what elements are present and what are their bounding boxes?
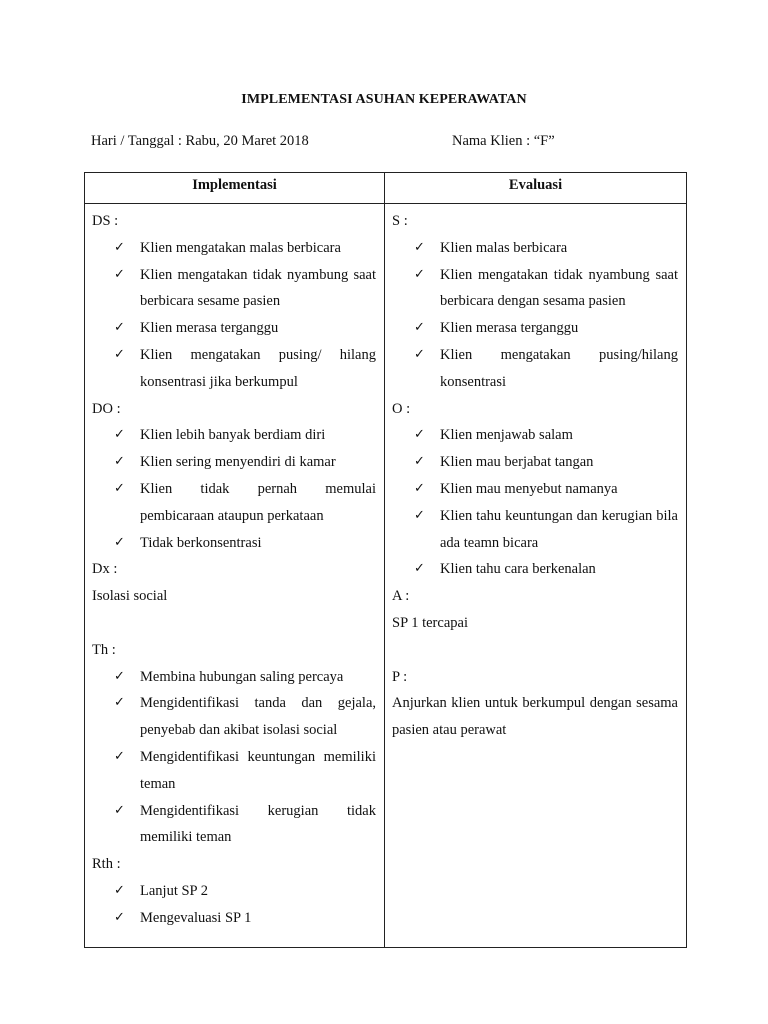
date-field: Hari / Tanggal : Rabu, 20 Maret 2018 — [91, 133, 309, 149]
o-list — [392, 422, 678, 583]
check-mark-icon: ✓ — [114, 454, 125, 470]
list-item — [392, 556, 678, 583]
check-mark-icon: ✓ — [114, 346, 125, 362]
list-item — [392, 315, 678, 342]
check-mark-icon: ✓ — [414, 427, 425, 443]
document-title: IMPLEMENTASI ASUHAN KEPERAWATAN — [241, 92, 527, 107]
list-item-text: Klien tahu keuntungan dan kerugian bila ada teamn bicara — [440, 507, 678, 551]
check-mark-icon: ✓ — [114, 239, 125, 255]
o-label: O : — [392, 400, 411, 417]
check-mark-icon: ✓ — [414, 454, 425, 470]
list-item-text: Klien lebih banyak berdiam diri — [140, 427, 326, 444]
evaluasi-cell — [385, 204, 687, 948]
list-item-text: Klien tidak pernah memulai pembicaraan ataupun perkataan — [140, 480, 376, 524]
check-mark-icon: ✓ — [414, 320, 425, 336]
list-item-text: Membina hubungan saling percaya — [140, 668, 344, 685]
a-label: A : — [392, 588, 410, 605]
list-item — [92, 798, 376, 852]
list-item — [392, 422, 678, 449]
list-item-text: Klien mau berjabat tangan — [440, 454, 594, 471]
list-item — [92, 449, 376, 476]
check-mark-icon: ✓ — [114, 266, 125, 282]
list-item — [392, 342, 678, 396]
list-item — [392, 449, 678, 476]
s-list — [392, 235, 678, 396]
check-mark-icon: ✓ — [414, 239, 425, 255]
check-mark-icon: ✓ — [414, 346, 425, 362]
list-item — [92, 905, 376, 932]
list-item — [92, 262, 376, 316]
list-item — [92, 664, 376, 691]
check-mark-icon: ✓ — [114, 427, 125, 443]
list-item — [392, 476, 678, 503]
p-label: P : — [392, 668, 408, 685]
list-item — [392, 235, 678, 262]
s-label: S : — [392, 213, 408, 229]
check-mark-icon: ✓ — [114, 695, 125, 711]
list-item-text: Klien mengatakan pusing/ hilang konsentrasi jika berkumpul — [140, 346, 376, 390]
list-item — [92, 422, 376, 449]
list-item-text: Mengidentifikasi keuntungan memiliki teman — [140, 748, 376, 792]
list-item-text: Klien malas berbicara — [440, 239, 568, 256]
dx-value: Isolasi social — [92, 588, 168, 605]
list-item-text: Mengevaluasi SP 1 — [140, 909, 252, 926]
check-mark-icon: ✓ — [414, 480, 425, 496]
list-item-text: Klien mau menyebut namanya — [440, 480, 618, 497]
list-item — [92, 690, 376, 744]
list-item-text: Klien mengatakan tidak nyambung saat berbicara sesame pasien — [140, 266, 376, 310]
check-mark-icon: ✓ — [414, 507, 425, 523]
list-item-text: Lanjut SP 2 — [140, 882, 208, 899]
rth-label: Rth : — [92, 856, 121, 873]
list-item — [92, 530, 376, 557]
table-header-row — [85, 173, 687, 204]
check-mark-icon: ✓ — [114, 748, 125, 764]
check-mark-icon: ✓ — [114, 320, 125, 336]
check-mark-icon: ✓ — [114, 802, 125, 818]
list-item — [92, 342, 376, 396]
implementasi-cell — [85, 204, 385, 948]
list-item-text: Klien merasa terganggu — [440, 320, 579, 337]
list-item-text: Klien merasa terganggu — [140, 320, 279, 337]
list-item-text: Klien mengatakan tidak nyambung saat berbicara dengan sesama pasien — [440, 266, 678, 310]
rth-list — [92, 878, 376, 932]
list-item — [392, 262, 678, 316]
list-item-text: Klien mengatakan malas berbicara — [140, 239, 341, 256]
dx-label: Dx : — [92, 561, 118, 578]
list-item — [392, 503, 678, 557]
list-item — [92, 315, 376, 342]
check-mark-icon: ✓ — [114, 909, 125, 925]
p-value: Anjurkan klien untuk berkumpul dengan sesama pasien atau perawat — [392, 695, 678, 739]
list-item-text: Tidak berkonsentrasi — [140, 534, 262, 551]
list-item-text: Mengidentifikasi tanda dan gejala, penyebab dan akibat isolasi social — [140, 695, 376, 739]
th-list — [92, 664, 376, 852]
a-value: SP 1 tercapai — [392, 614, 468, 631]
table-body-row — [85, 204, 687, 948]
list-item-text: Klien tahu cara berkenalan — [440, 561, 596, 578]
list-item — [92, 744, 376, 798]
implementation-table — [84, 172, 687, 948]
list-item — [92, 476, 376, 530]
check-mark-icon: ✓ — [114, 534, 125, 550]
check-mark-icon: ✓ — [414, 561, 425, 577]
list-item — [92, 878, 376, 905]
header-evaluasi: Evaluasi — [385, 173, 687, 204]
check-mark-icon: ✓ — [414, 266, 425, 282]
client-name-field: Nama Klien : “F” — [452, 133, 555, 149]
check-mark-icon: ✓ — [114, 668, 125, 684]
ds-label: DS : — [92, 213, 119, 229]
check-mark-icon: ✓ — [114, 882, 125, 898]
ds-list — [92, 235, 376, 396]
list-item — [92, 235, 376, 262]
header-implementasi: Implementasi — [85, 173, 385, 204]
list-item-text: Klien mengatakan pusing/hilang konsentrasi — [440, 346, 678, 390]
list-item-text: Mengidentifikasi kerugian tidak memiliki teman — [140, 802, 376, 846]
th-label: Th : — [92, 641, 116, 658]
check-mark-icon: ✓ — [114, 480, 125, 496]
list-item-text: Klien menjawab salam — [440, 427, 573, 444]
do-list — [92, 422, 376, 556]
list-item-text: Klien sering menyendiri di kamar — [140, 454, 336, 471]
do-label: DO : — [92, 400, 121, 417]
